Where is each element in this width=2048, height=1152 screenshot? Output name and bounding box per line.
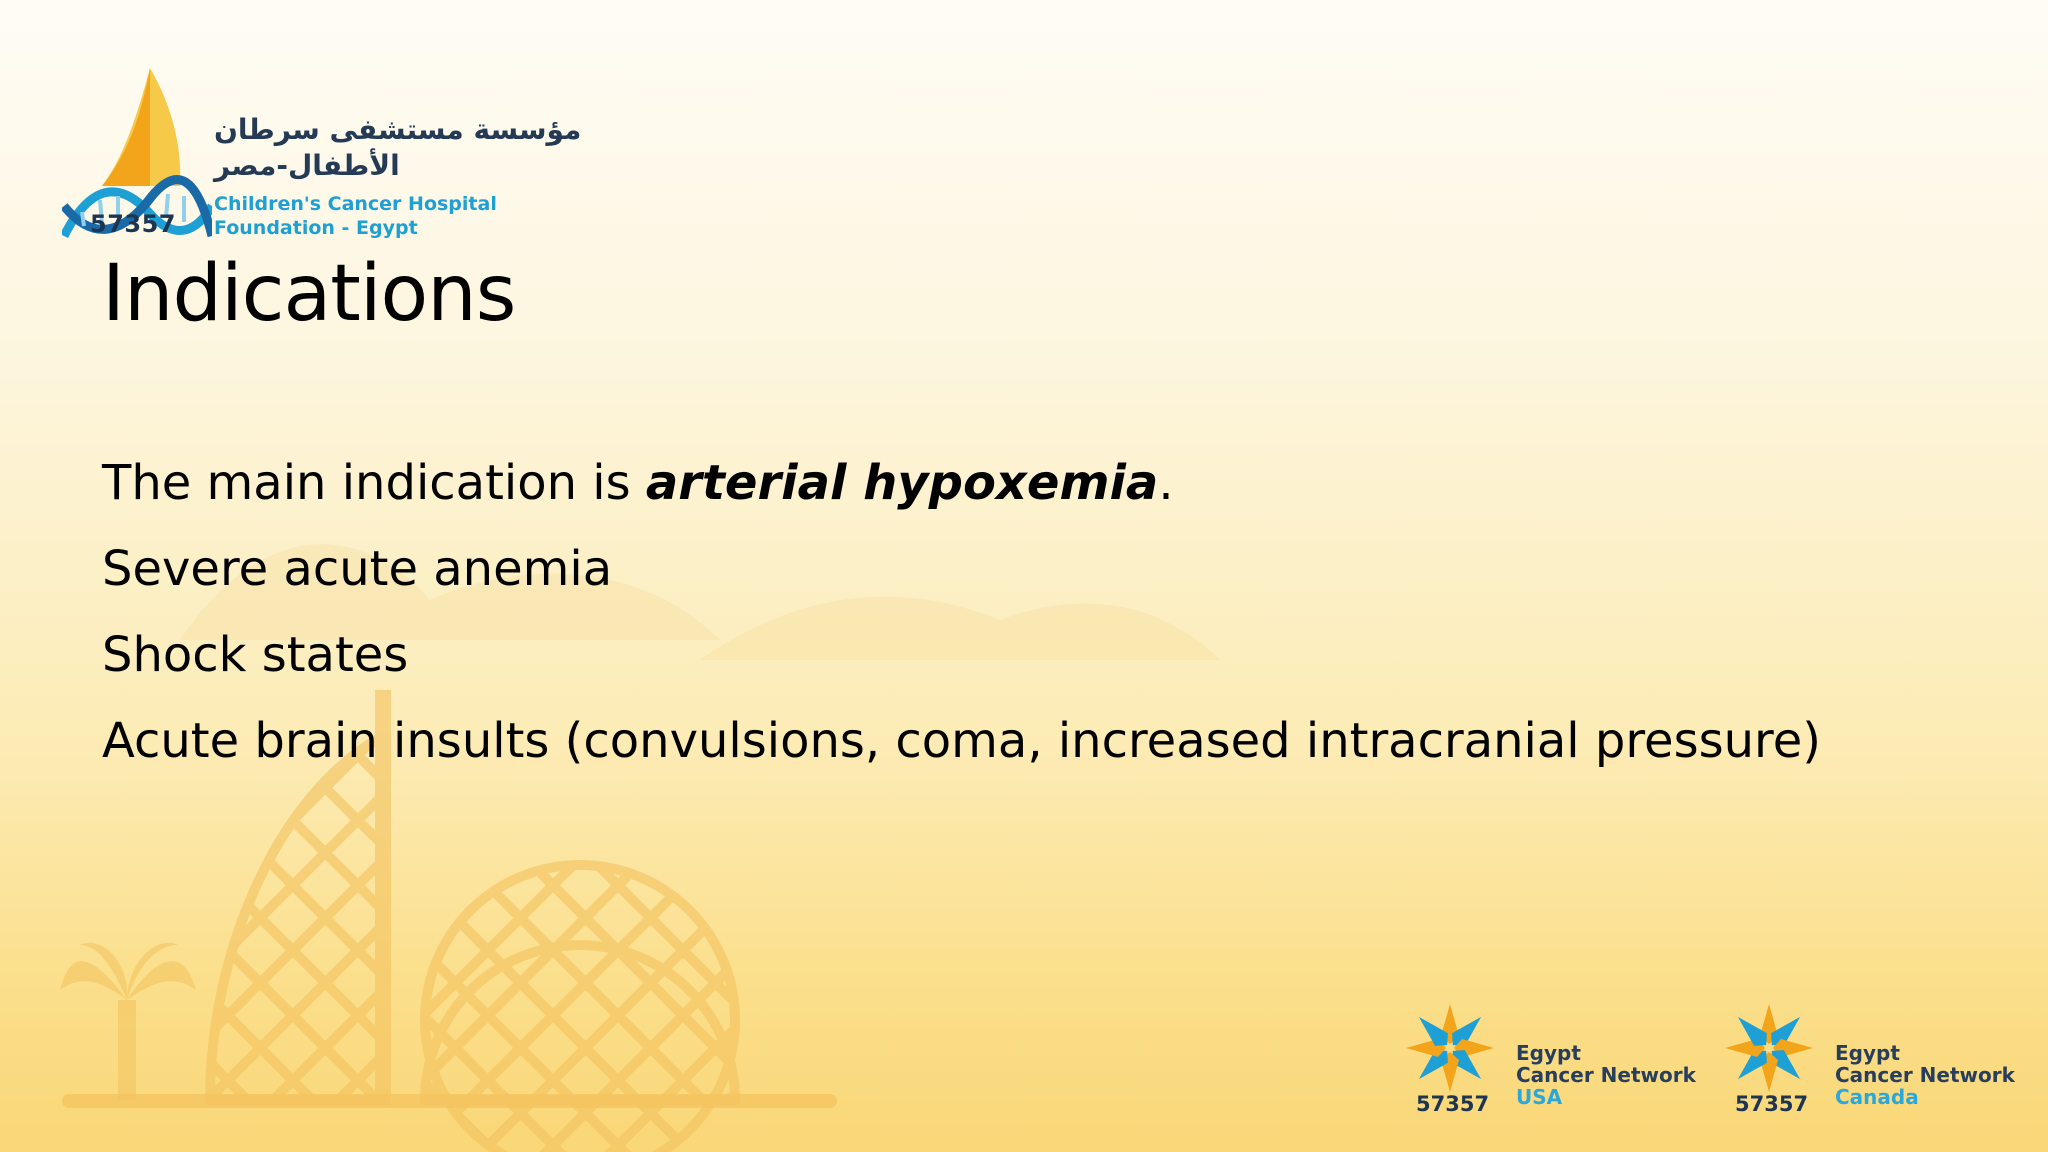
network-line1: Egypt <box>1516 1041 1581 1065</box>
list-item <box>102 440 1821 526</box>
network-number: 57357 <box>1735 1092 1809 1116</box>
list-item-emphasis: arterial hypoxemia <box>645 455 1159 511</box>
logo-english-line1: Children's Cancer Hospital <box>214 193 497 215</box>
list-item <box>102 698 1821 784</box>
logo-english-line2: Foundation - Egypt <box>214 217 418 239</box>
indications-list <box>102 440 1821 784</box>
network-country: USA <box>1516 1085 1563 1109</box>
list-item <box>102 612 1821 698</box>
network-logo-canada <box>1719 992 2048 1122</box>
logo-arabic-line2: الأطفال-مصر <box>214 149 400 182</box>
list-item-text: Shock states <box>102 627 409 683</box>
network-number: 57357 <box>1416 1092 1490 1116</box>
foundation-logo <box>62 66 602 246</box>
network-name <box>1835 1042 2015 1108</box>
network-line2: Cancer Network <box>1516 1063 1696 1087</box>
list-item-text: Acute brain insults (convulsions, coma, increased intracranial pressure) <box>102 713 1821 769</box>
logo-arabic-name <box>214 112 634 184</box>
network-country: Canada <box>1835 1085 1919 1109</box>
network-name <box>1516 1042 1696 1108</box>
star-icon <box>1719 998 1819 1098</box>
list-item-text: The main indication is <box>102 455 646 511</box>
network-line1: Egypt <box>1835 1041 1900 1065</box>
list-item <box>102 526 1821 612</box>
network-logo-usa <box>1400 992 1740 1122</box>
slide-title: Indications <box>102 249 516 339</box>
network-line2: Cancer Network <box>1835 1063 2015 1087</box>
logo-arabic-line1: مؤسسة مستشفى سرطان <box>214 113 582 146</box>
list-item-text: Severe acute anemia <box>102 541 613 597</box>
list-item-suffix: . <box>1158 455 1174 511</box>
star-icon <box>1400 998 1500 1098</box>
logo-english-name <box>214 192 497 240</box>
logo-number: 57357 <box>90 210 176 238</box>
